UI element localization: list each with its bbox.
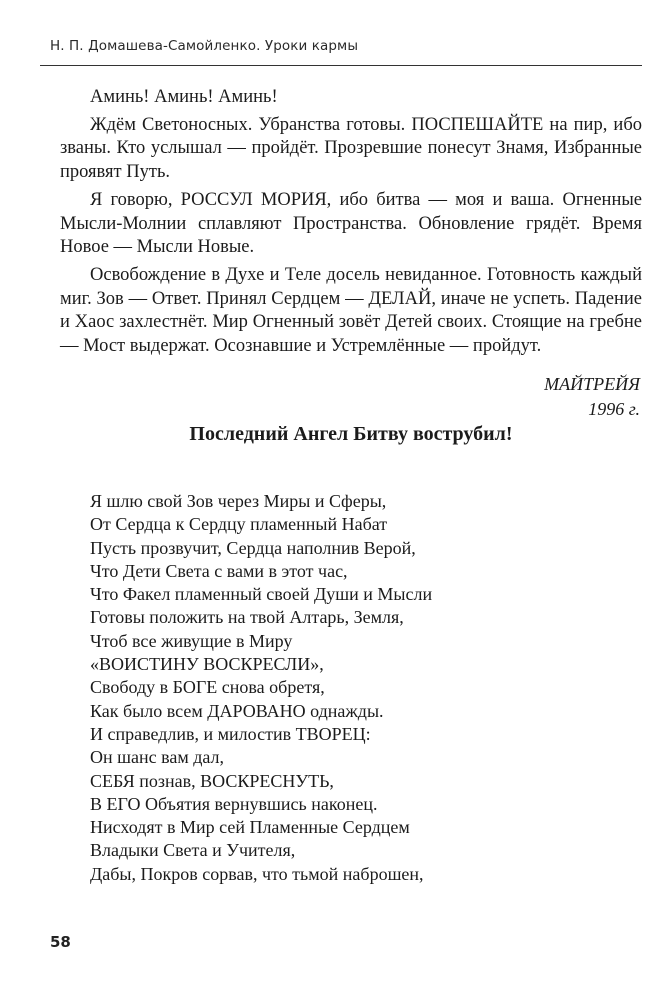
page-number: 58 (50, 933, 71, 951)
poem-line: Что Дети Света с вами в этот час, (90, 560, 348, 581)
poem-line: Готовы положить на твой Алтарь, Земля, (90, 607, 404, 628)
poem-line: Пусть прозвучит, Сердца наполнив Верой, (90, 537, 416, 558)
poem-line: Нисходят в Мир сей Пламенные Сердцем (90, 817, 410, 838)
poem-line: СЕБЯ познав, ВОСКРЕСНУТЬ, (90, 770, 334, 791)
poem-line: В ЕГО Объятия вернувшись наконец. (90, 793, 378, 814)
poem-line: Владыки Света и Учителя, (90, 840, 296, 861)
signature-block (544, 372, 640, 422)
poem-line: Чтоб все живущие в Миру (90, 630, 293, 651)
header-rule (40, 65, 642, 66)
poem-body (90, 490, 432, 886)
poem-line: От Сердца к Сердцу пламенный Набат (90, 514, 388, 535)
prose-paragraph: Освобождение в Духе и Теле досель невиданное. Готовность каждый миг. Зов — Ответ. Принял Сердцем — ДЕЛАЙ, иначе не успеть. Падение и Хаос захлестнёт. Мир Огненный зовёт Детей своих. Стоящие на гребне — Мост выдержат. Осознавшие и Устремлённые — пройдут. (60, 264, 642, 357)
poem-line: «ВОИСТИНУ ВОСКРЕСЛИ», (90, 654, 324, 675)
signature-year: 1996 г. (588, 399, 640, 419)
prose-paragraph: Аминь! Аминь! Аминь! (90, 87, 278, 107)
signature-author: МАЙТРЕЙЯ (544, 374, 640, 394)
poem-line: Он шанс вам дал, (90, 747, 225, 768)
poem-line: Дабы, Покров сорвав, что тьмой наброшен, (90, 863, 424, 884)
poem-line: Свободу в БОГЕ снова обретя, (90, 677, 325, 698)
running-header: Н. П. Домашева-Самойленко. Уроки кармы (50, 38, 359, 54)
poem-line: Я шлю свой Зов через Миры и Сферы, (90, 491, 387, 511)
poem-line: Что Факел пламенный своей Души и Мысли (90, 584, 433, 605)
prose-paragraph: Ждём Светоносных. Убранства готовы. ПОСПЕШАЙТЕ на пир, ибо званы. Кто услышал — пройдёт. Прозревшие понесут Знамя, Избранные проявят Путь. (60, 114, 642, 183)
poem-title: Последний Ангел Битву вострубил! (189, 423, 513, 445)
poem-line: И справедлив, и милостив ТВОРЕЦ: (90, 723, 371, 744)
prose-paragraph: Я говорю, РОССУЛ МОРИЯ, ибо битва — моя и ваша. Огненные Мысли-Молнии сплавляют Пространства. Обновление грядёт. Время Новое — Мысли Новые. (60, 189, 642, 258)
poem-line: Как было всем ДАРОВАНО однажды. (90, 700, 384, 721)
prose-block (60, 86, 642, 359)
